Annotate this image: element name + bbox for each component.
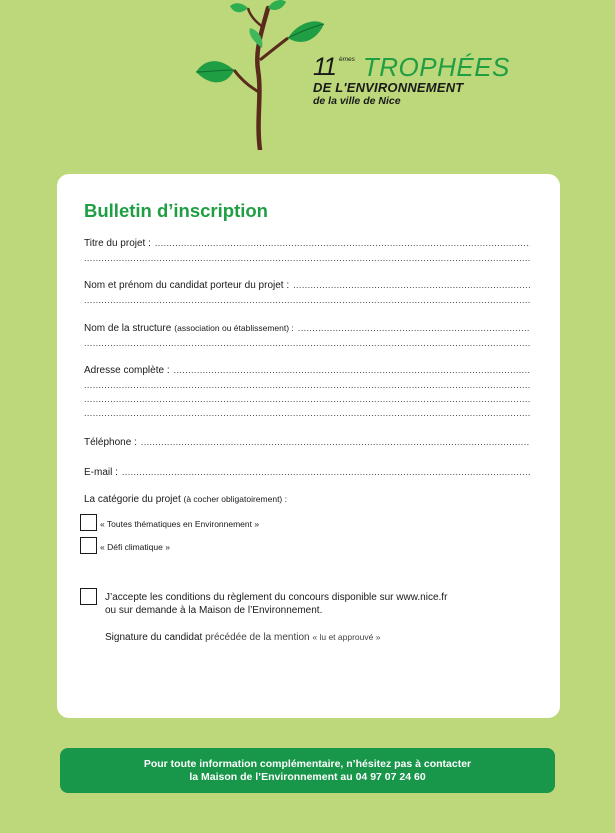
dotted-line [293, 279, 530, 292]
candidate-name-field[interactable] [84, 279, 530, 292]
category-note: (à cocher obligatoirement) : [183, 494, 287, 504]
signature-label: Signature du candidat [105, 632, 203, 643]
phone-field[interactable] [84, 436, 530, 449]
project-title-field[interactable] [84, 237, 530, 250]
form-title: Bulletin d’inscription [84, 200, 268, 221]
option-toutes-thematiques: « Toutes thématiques en Environnement » [100, 519, 260, 529]
dotted-line [84, 394, 530, 404]
contact-line-1: Pour toute information complémentaire, n’hésitez pas à contacter [143, 757, 472, 770]
field-label: Nom et prénom du candidat porteur du projet : [84, 280, 290, 291]
signature-instruction [105, 632, 380, 643]
address-field[interactable] [84, 364, 530, 377]
category-label-text: La catégorie du projet [84, 494, 181, 505]
checkbox-defi-climatique[interactable] [80, 537, 97, 554]
field-label: Téléphone : [84, 437, 137, 448]
checkbox-toutes-thematiques[interactable] [80, 514, 97, 531]
dotted-line [84, 408, 530, 418]
signature-mid: précédée de la mention [205, 632, 310, 643]
dotted-line [84, 380, 530, 390]
dotted-line [155, 237, 530, 250]
email-field[interactable] [84, 466, 530, 479]
title-trophees: TROPHÉES [362, 52, 510, 82]
plant-logo-icon [190, 0, 330, 150]
title-environnement: DE L'ENVIRONNEMENT [313, 80, 464, 95]
option-defi-climatique: « Défi climatique » [100, 542, 170, 552]
field-label: Adresse complète : [84, 365, 170, 376]
edition-suffix: èmes [338, 56, 355, 63]
event-title-block [313, 54, 510, 107]
dotted-line [174, 364, 530, 377]
edition-number: 11 [313, 53, 335, 81]
acceptance-line-1: J’accepte les conditions du règlement du concours disponible sur www.nice.fr [105, 592, 448, 603]
dotted-line [122, 466, 530, 479]
title-ville: de la ville de Nice [313, 95, 401, 107]
dotted-line [141, 436, 530, 449]
acceptance-line-2: ou sur demande à la Maison de l’Environnement. [105, 605, 323, 616]
dotted-line [84, 295, 530, 305]
contact-banner [60, 748, 555, 793]
contact-line-2: la Maison de l’Environnement au 04 97 07 24 60 [189, 770, 426, 783]
acceptance-text [105, 591, 545, 617]
field-note: (association ou établissement) : [174, 323, 294, 333]
field-label: Nom de la structure [84, 323, 172, 334]
category-label [84, 494, 287, 505]
dotted-line [84, 253, 530, 263]
dotted-line [84, 338, 530, 348]
field-label: Titre du projet : [84, 238, 151, 249]
structure-name-field[interactable] [84, 322, 530, 335]
checkbox-accept-rules[interactable] [80, 588, 97, 605]
field-label: E-mail : [84, 467, 118, 478]
dotted-line [298, 322, 530, 335]
signature-quote: « lu et approuvé » [312, 632, 381, 642]
registration-form-card [57, 174, 560, 718]
